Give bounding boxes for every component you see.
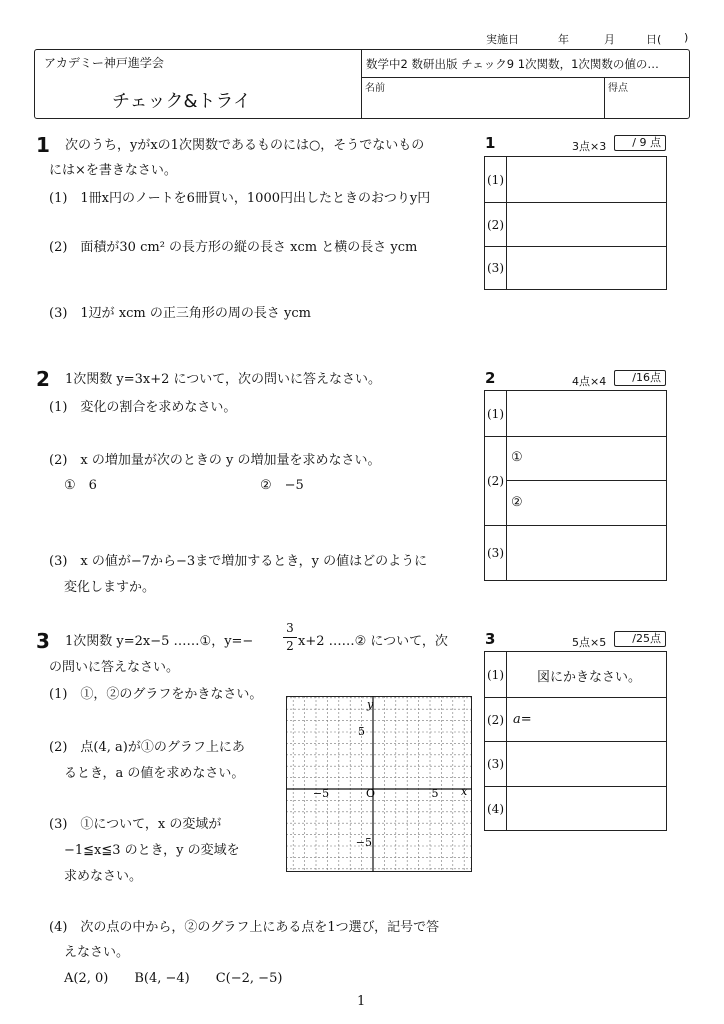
- y-tick-neg5: −5: [355, 836, 372, 849]
- q3-answer-row-3: [485, 741, 666, 786]
- q2-part3-line2: 変化しますか。: [64, 580, 156, 595]
- q3-part4-line1: (4) 次の点の中から，②のグラフ上にある点を1つ選び，記号で答: [49, 920, 440, 935]
- q2-answer-row-2: [485, 436, 666, 525]
- date-month: 月: [604, 33, 615, 46]
- q3-part3-line1: (3) ①について，x の変域が: [49, 817, 222, 832]
- q1-answer-label-3: (3): [485, 247, 507, 289]
- y-axis-label: y: [367, 698, 374, 711]
- q3-part2-line1: (2) 点(4, a)が①のグラフ上にあ: [49, 740, 245, 755]
- q3-answer-label-3: (3): [485, 742, 507, 786]
- q2-answer-label-1: (1): [485, 391, 507, 436]
- q2-answer-label-3: (3): [485, 526, 507, 580]
- q2-part2: (2) x の増加量が次のときの y の増加量を求めなさい。: [49, 453, 381, 468]
- q1-stem-line1: 次のうち，yがxの1次関数であるものには○，そうでないもの: [65, 138, 425, 153]
- q1-answer-row-2: [485, 202, 666, 246]
- q1-answer-label-2: (2): [485, 203, 507, 246]
- a2-points: 4点×4: [572, 375, 607, 388]
- q1-answer-cell-1[interactable]: [507, 157, 666, 202]
- a3-points: 5点×5: [572, 636, 607, 649]
- q1-part2: (2) 面積が30 cm² の長方形の縦の長さ xcm と横の長さ ycm: [49, 240, 418, 255]
- q3-part3-line3: 求めなさい。: [64, 869, 143, 884]
- q3-part4-line2: えなさい。: [64, 945, 130, 960]
- q2-answer-cell-3[interactable]: [507, 526, 666, 580]
- q2-number: 2: [36, 367, 50, 391]
- q3-stem-a: 1次関数 y=2x−5 ……①，y=−: [65, 634, 254, 649]
- q3-number: 3: [36, 629, 50, 653]
- q3-answer-cell-2[interactable]: [507, 698, 666, 741]
- page-title: チェック&トライ: [112, 91, 251, 112]
- q2-part2-a: ① 6: [64, 478, 97, 493]
- q1-answer-row-1: [485, 157, 666, 202]
- q3-answer-graph-note: 図にかきなさい。: [537, 670, 642, 685]
- q3-stem-line2: の問いに答えなさい。: [49, 660, 180, 675]
- q2-part2-b: ② −5: [260, 478, 304, 493]
- coordinate-grid[interactable]: [286, 696, 472, 872]
- a1-points: 3点×3: [572, 140, 607, 153]
- q3-answer-row-4: [485, 786, 666, 830]
- q3-answer-label-2: (2): [485, 698, 507, 741]
- a2-total: /16点: [614, 370, 666, 386]
- q1-part3: (3) 1辺が xcm の正三角形の周の長さ ycm: [49, 306, 311, 321]
- q3-answer-label-4: (4): [485, 787, 507, 830]
- header-divider-v: [361, 49, 362, 119]
- a2-number: 2: [485, 369, 496, 387]
- x-axis-label: x: [461, 785, 468, 798]
- q3-answer-a-prefix: a=: [513, 712, 532, 727]
- date-close: ): [684, 31, 689, 44]
- q2-answer-cell-2b[interactable]: [507, 481, 666, 526]
- q3-answer-table: [484, 651, 667, 831]
- q2-part1: (1) 変化の割合を求めなさい。: [49, 400, 237, 415]
- q1-answer-cell-3[interactable]: [507, 247, 666, 289]
- a3-total: /25点: [614, 631, 666, 647]
- q1-answer-row-3: [485, 246, 666, 289]
- q2-answer-row-1: [485, 391, 666, 436]
- q3-part4-choices: A(2, 0) B(4, −4) C(−2, −5): [64, 971, 283, 986]
- school-name: アカデミー神戸進学会: [44, 56, 164, 70]
- date-day: 日(: [646, 33, 662, 46]
- q3-answer-cell-4[interactable]: [507, 787, 666, 830]
- q3-answer-label-1: (1): [485, 652, 507, 697]
- q3-frac-bar: [283, 637, 297, 638]
- q2-answer-label-2: (2): [485, 437, 507, 525]
- q2-answer-cell-1[interactable]: [507, 391, 666, 436]
- page-number: 1: [357, 994, 366, 1009]
- q3-frac-den: 2: [286, 639, 294, 653]
- name-label: 名前: [365, 83, 385, 94]
- q2-answer-row-3: [485, 525, 666, 580]
- q1-part1: (1) 1冊x円のノートを6冊買い，1000円出したときのおつりy円: [49, 191, 431, 206]
- q2-answer-table: [484, 390, 667, 581]
- x-tick-neg5: −5: [312, 787, 330, 800]
- a1-number: 1: [485, 134, 496, 152]
- q1-answer-table: [484, 156, 667, 290]
- q2-part3-line1: (3) x の値が−7から−3まで増加するとき，y の値はどのように: [49, 554, 428, 569]
- q3-answer-cell-1[interactable]: [507, 652, 666, 697]
- q2-answer-sub-1: ①: [511, 450, 523, 465]
- x-tick-5: 5: [431, 787, 439, 800]
- q1-number: 1: [36, 133, 50, 157]
- score-label: 得点: [608, 83, 628, 94]
- q3-answer-row-1: [485, 652, 666, 697]
- q3-stem-b: x+2 ……② について，次: [298, 634, 448, 649]
- course-title: 数学中2 数研出版 チェック9 1次関数，1次関数の値の…: [366, 57, 659, 71]
- date-year: 年: [558, 33, 569, 46]
- q2-stem: 1次関数 y=3x+2 について，次の問いに答えなさい。: [65, 372, 382, 387]
- q1-answer-cell-2[interactable]: [507, 203, 666, 246]
- q3-answer-cell-3[interactable]: [507, 742, 666, 786]
- q3-part1: (1) ①，②のグラフをかきなさい。: [49, 687, 263, 702]
- q3-part3-line2: −1≦x≦3 のとき，y の変域を: [64, 843, 240, 858]
- grid-border: [287, 697, 472, 872]
- q3-part2-line2: るとき，a の値を求めなさい。: [64, 766, 245, 781]
- q2-answer-cell-2a[interactable]: [507, 437, 666, 481]
- q3-frac-num: 3: [286, 621, 294, 635]
- date-label: 実施日: [486, 33, 519, 46]
- q1-answer-label-1: (1): [485, 157, 507, 202]
- a3-number: 3: [485, 630, 496, 648]
- origin-label: O: [366, 787, 376, 800]
- header-divider-h: [361, 77, 690, 78]
- q1-stem-line2: には×を書きなさい。: [49, 163, 177, 178]
- y-tick-5: 5: [358, 725, 365, 738]
- a1-total: / 9 点: [614, 135, 666, 151]
- header-divider-score: [604, 77, 605, 119]
- q2-answer-sub-2: ②: [511, 495, 523, 510]
- q3-answer-row-2: [485, 697, 666, 741]
